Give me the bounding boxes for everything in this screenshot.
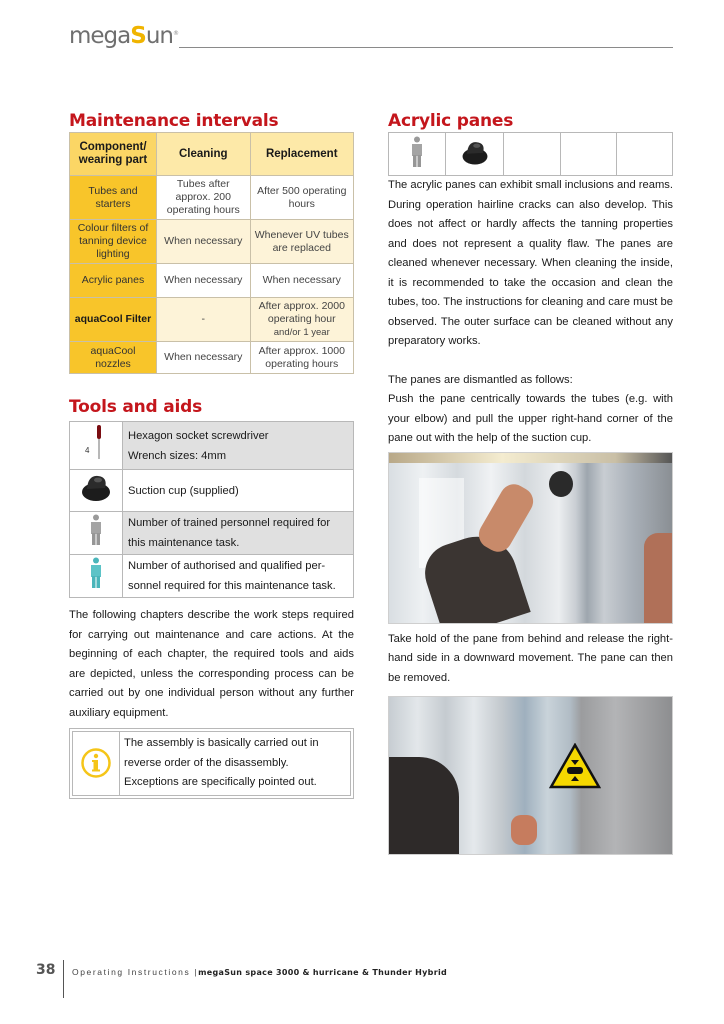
tool-name: Hexagon socket screwdriver [128,429,269,442]
replacement-cell: Whenever UV tubes are replaced [250,220,353,264]
table-row [70,176,354,220]
table-row [70,298,354,342]
screwdriver-icon [70,422,123,470]
component-cell: aquaCool Filter [70,298,157,342]
cleaning-cell: When necessary [157,264,251,298]
footer-divider [63,960,64,998]
footer-separator: | [194,967,199,977]
photo-suction-cup-removal [388,452,673,624]
page-footer [36,960,676,1000]
crush-hazard-warning-icon [549,743,601,794]
cleaning-cell: - [157,298,251,342]
tool-row [70,555,354,598]
tool-name: Number of trained personnel required for [128,517,331,529]
info-note-text: The assembly is basically carried out in reverse order of the disassembly. Exceptions are specifically pointed out. [120,731,351,796]
info-note [69,728,354,799]
product-name: megaSun space 3000 & hurricane & Thunder Hybrid [198,968,448,977]
dismantle-step-1: Push the pane centrically towards the tubes (e.g. with your elbow) and pull the upper right-hand corner of the pane out with the help of the suction cup. [388,393,673,444]
doc-label: Operating Instructions [72,967,191,977]
replacement-cell: After 500 operating hours [250,176,353,220]
tool-name: Suction cup (supplied) [123,470,354,512]
required-tools-strip [388,132,673,176]
svg-text:4: 4 [85,446,90,455]
table-header-row [70,133,354,176]
tool-row [70,470,354,512]
megasun-logo: megaSun® [69,23,178,49]
replacement-note: and/or 1 year [273,327,330,338]
replacement-text: After approx. 2000 operating hour [258,300,345,325]
right-column [388,111,673,855]
table-row [70,220,354,264]
maintenance-intervals-heading: Maintenance intervals [69,111,279,131]
column-header-cleaning: Cleaning [157,133,251,176]
tool-row [70,422,354,470]
page-header [69,22,673,52]
acrylic-panes-heading: Acrylic panes [388,111,514,131]
person-teal-icon [70,555,123,598]
empty-slot [616,133,672,176]
acrylic-description: The acrylic panes can exhibit small inclusions and reams. During operation hairline cracks can also develop. This does not affect or hardly affects the tanning properties and does not represent a quality flaw. The panes are cleaned whenever necessary. When cleaning the inside, it is recommended to take the occasion and clean the tubes, too. The instructions for cleaning and care must be observed. The outer surface can be cleaned without any preparatory works. [388,179,673,347]
left-column [69,111,354,799]
empty-slot [560,133,616,176]
replacement-cell: When necessary [250,264,353,298]
component-cell: aquaCool nozzles [70,342,157,374]
replacement-cell: After approx. 1000 operating hours [250,342,353,374]
column-header-component: Component/ wearing part [70,133,157,176]
suction-cup-icon [70,470,123,512]
tools-and-aids-heading: Tools and aids [69,397,203,417]
maintenance-intervals-table [69,132,354,374]
header-rule [179,47,673,48]
tools-description: The following chapters describe the work steps required for carrying out maintenance and care actions. At the beginning of each chapter, the required tools and aids are depicted, unless the corresponding process can be carried out by one individual person without any further auxiliary equipment. [69,609,354,719]
person-grey-icon [70,512,123,555]
tool-name: Number of authorised and qualified per- [128,560,326,572]
component-cell: Colour filters of tanning device lighting [70,220,157,264]
cleaning-cell: When necessary [157,342,251,374]
component-cell: Tubes and starters [70,176,157,220]
footer-text [72,967,447,977]
component-cell: Acrylic panes [70,264,157,298]
person-grey-icon [389,133,446,176]
column-header-replacement: Replacement [250,133,353,176]
tool-row [70,512,354,555]
page-number: 38 [36,962,56,978]
cleaning-cell: Tubes after approx. 200 operating hours [157,176,251,220]
dismantle-step-2: Take hold of the pane from behind and release the right-hand side in a downward movement. The pane can then be removed. [388,632,673,684]
table-row [70,264,354,298]
replacement-cell [250,298,353,342]
tool-detail: this maintenance task. [128,537,240,549]
tools-table [69,421,354,598]
dismantle-intro: The panes are dismantled as follows: [388,373,573,386]
info-icon [72,731,120,796]
tool-detail: Wrench sizes: 4mm [128,449,227,462]
table-row [70,342,354,374]
tool-detail: sonnel required for this maintenance task. [128,580,336,592]
empty-slot [504,133,560,176]
photo-pane-release [388,696,673,855]
cleaning-cell: When necessary [157,220,251,264]
suction-cup-icon [446,133,504,176]
